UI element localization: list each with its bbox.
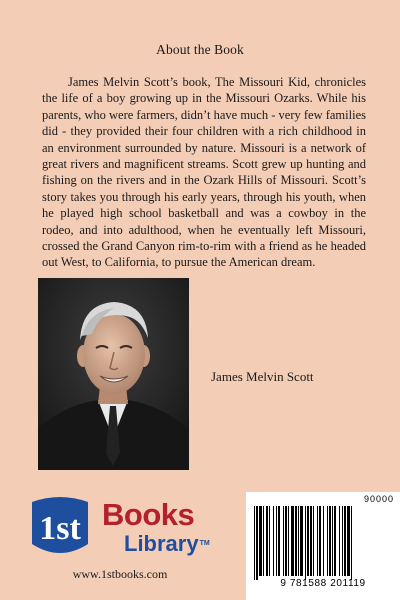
barcode: [246, 492, 400, 600]
logo-books-text: Books: [102, 497, 195, 532]
about-heading: About the Book: [156, 42, 244, 57]
barcode-isbn-digits: 9 781588 201119: [280, 578, 366, 589]
publisher-website: www.1stbooks.com: [72, 567, 168, 581]
author-photo: [38, 278, 189, 470]
logo-library-text: [124, 532, 210, 556]
logo-number: 1st: [39, 510, 81, 547]
author-name: James Melvin Scott: [211, 369, 314, 384]
publisher-badge-icon: [24, 494, 96, 560]
logo-library-word: Library: [124, 531, 199, 556]
book-description: James Melvin Scott’s book, The Missouri Kid, chronicles the life of a boy growing up in the Missouri Ozarks. While his parents, who were farmers, didn’t have much - very few families did - they provided their four children with a rich childhood in an environment surrounded by nature. Missouri is a network of great rivers and magnificent streams. Scott grew up hunting and fishing on the rivers and in the Ozark Hills of Missouri. Scott’s story takes you through his early years, through his youth, when he played high school basketball and was a cowboy in the rodeo, and into adulthood, when he eventually left Missouri, crossed the Grand Canyon rim-to-rim with a friend as he headed out West, to California, to pursue the American dream.: [42, 75, 366, 270]
trademark-mark: TM: [199, 540, 210, 547]
author-portrait-image: [38, 278, 189, 470]
barcode-price-code: 90000: [363, 494, 394, 504]
